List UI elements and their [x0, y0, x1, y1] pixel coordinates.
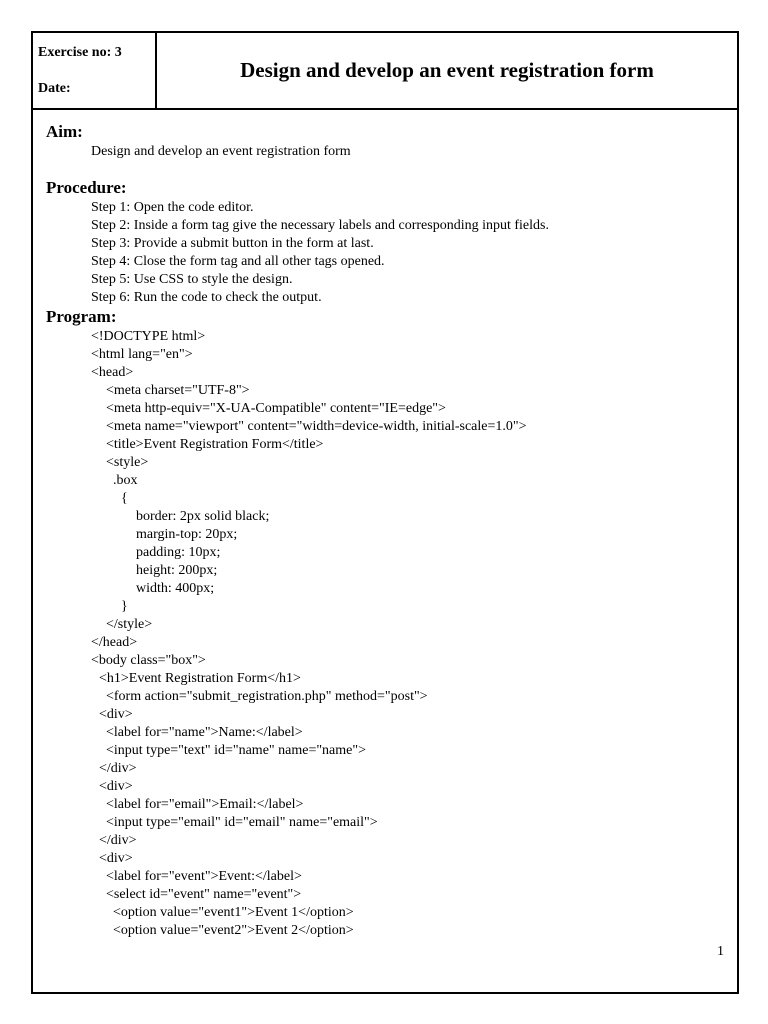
- code-line: <form action="submit_registration.php" method="post">: [106, 689, 428, 704]
- code-line: </head>: [91, 635, 138, 650]
- code-line: </style>: [106, 617, 153, 632]
- code-line: <input type="text" id="name" name="name">: [106, 743, 366, 758]
- code-line: <title>Event Registration Form</title>: [106, 437, 324, 452]
- date-label: Date:: [38, 81, 71, 96]
- exercise-info-cell: [33, 33, 157, 108]
- code-line: <label for="name">Name:</label>: [106, 725, 303, 740]
- code-line: <head>: [91, 365, 134, 380]
- document-title: Design and develop an event registration form: [240, 58, 654, 82]
- code-line: <label for="email">Email:</label>: [106, 797, 304, 812]
- code-line: <!DOCTYPE html>: [91, 329, 206, 344]
- code-line: margin-top: 20px;: [136, 527, 238, 542]
- exercise-header: [33, 33, 737, 110]
- procedure-heading: Procedure:: [46, 178, 127, 197]
- code-line: <input type="email" id="email" name="email">: [106, 815, 378, 830]
- code-line: <style>: [106, 455, 149, 470]
- code-line: <html lang="en">: [91, 347, 193, 362]
- code-line: width: 400px;: [136, 581, 215, 596]
- code-line: }: [121, 599, 128, 614]
- code-line: <body class="box">: [91, 653, 206, 668]
- procedure-step: Step 2: Inside a form tag give the necessary labels and corresponding input fields.: [91, 218, 549, 233]
- page-number: 1: [717, 944, 724, 959]
- aim-heading: Aim:: [46, 122, 83, 141]
- code-line: padding: 10px;: [136, 545, 221, 560]
- code-line: <meta charset="UTF-8">: [106, 383, 250, 398]
- code-line: <label for="event">Event:</label>: [106, 869, 302, 884]
- code-line: <div>: [99, 851, 133, 866]
- code-line: <meta http-equiv="X-UA-Compatible" content="IE=edge">: [106, 401, 446, 416]
- code-line: border: 2px solid black;: [136, 509, 270, 524]
- code-line: <h1>Event Registration Form</h1>: [99, 671, 301, 686]
- code-line: .box: [113, 473, 138, 488]
- code-line: {: [121, 491, 128, 506]
- procedure-step: Step 3: Provide a submit button in the form at last.: [91, 236, 374, 251]
- code-line: </div>: [99, 833, 137, 848]
- procedure-step: Step 5: Use CSS to style the design.: [91, 272, 293, 287]
- program-heading: Program:: [46, 307, 117, 326]
- code-line: <div>: [99, 707, 133, 722]
- page-frame: [31, 31, 739, 994]
- code-line: <option value="event1">Event 1</option>: [113, 905, 354, 920]
- aim-text: Design and develop an event registration form: [91, 144, 351, 159]
- code-line: <meta name="viewport" content="width=device-width, initial-scale=1.0">: [106, 419, 527, 434]
- exercise-number: Exercise no: 3: [38, 45, 122, 60]
- procedure-step: Step 6: Run the code to check the output.: [91, 290, 322, 305]
- procedure-step: Step 4: Close the form tag and all other tags opened.: [91, 254, 385, 269]
- code-line: <select id="event" name="event">: [106, 887, 302, 902]
- code-line: height: 200px;: [136, 563, 218, 578]
- code-line: </div>: [99, 761, 137, 776]
- code-line: <div>: [99, 779, 133, 794]
- code-line: <option value="event2">Event 2</option>: [113, 923, 354, 938]
- procedure-step: Step 1: Open the code editor.: [91, 200, 254, 215]
